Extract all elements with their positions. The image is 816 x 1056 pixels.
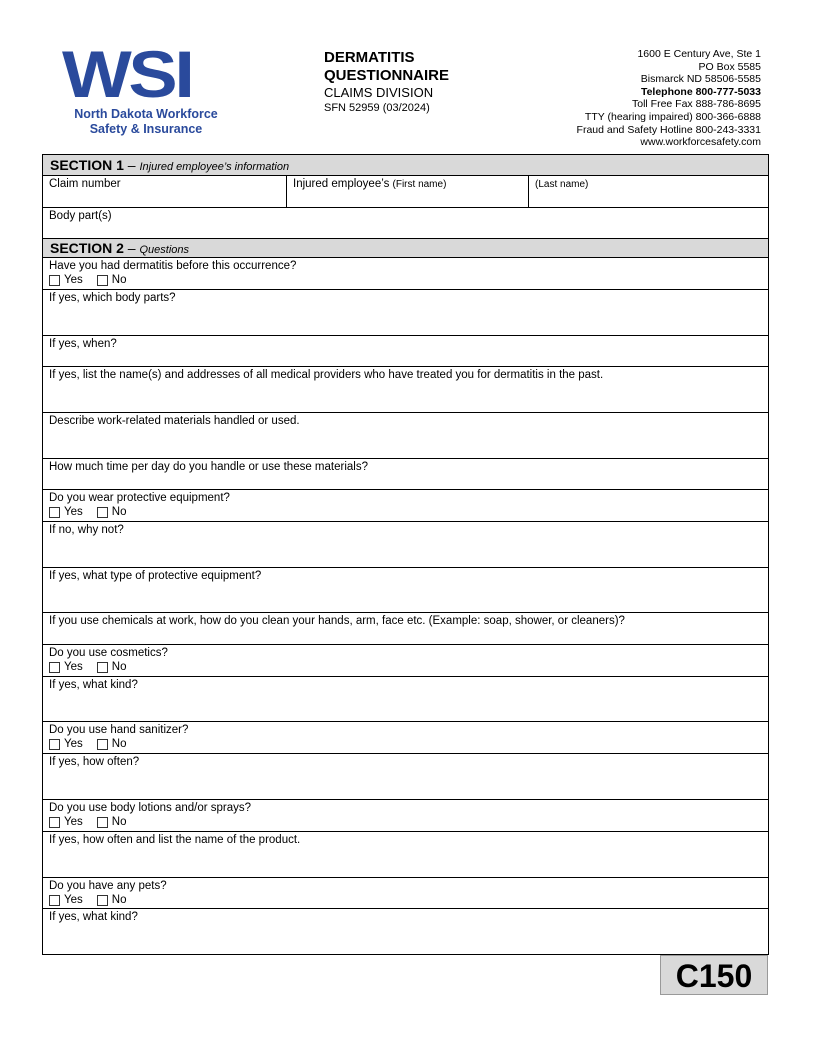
checkbox-icon[interactable] [97, 895, 108, 906]
question-protective-equipment: Do you wear protective equipment? Yes No [43, 490, 768, 522]
address-fraud-hotline: Fraud and Safety Hotline 800-243-3331 [576, 123, 761, 136]
checkbox-icon[interactable] [49, 895, 60, 906]
first-name-field[interactable]: Injured employee’s (First name) [286, 176, 528, 207]
pets-no[interactable]: No [97, 893, 127, 907]
last-name-field[interactable]: (Last name) [528, 176, 768, 207]
address-street: 1600 E Century Ave, Ste 1 [637, 48, 761, 60]
cosmetics-kind-field[interactable]: If yes, what kind? [43, 677, 768, 722]
protective-equipment-yes[interactable]: Yes [49, 505, 83, 519]
checkbox-icon[interactable] [97, 662, 108, 673]
prior-dermatitis-no[interactable]: No [97, 273, 127, 287]
checkbox-icon[interactable] [49, 275, 60, 286]
logo-text: WSI [62, 37, 192, 111]
form-code-badge: C150 [660, 955, 768, 995]
checkbox-icon[interactable] [97, 507, 108, 518]
question-hand-sanitizer: Do you use hand sanitizer? Yes No [43, 722, 768, 754]
chemical-cleaning-field[interactable]: If you use chemicals at work, how do you clean your hands, arm, face etc. (Example: soap, shower, or cleaners)? [43, 613, 768, 645]
protective-equipment-no[interactable]: No [97, 505, 127, 519]
section2-header: SECTION 2 – Questions [43, 239, 768, 258]
pets-kind-field[interactable]: If yes, what kind? [49, 911, 138, 923]
question-cosmetics: Do you use cosmetics? Yes No [43, 645, 768, 677]
address-city: Bismarck ND 58506-5585 [640, 73, 761, 86]
no-protection-reason-field[interactable]: If no, why not? [43, 522, 768, 568]
cosmetics-no[interactable]: No [97, 660, 127, 674]
claim-number-field[interactable]: Claim number [49, 178, 121, 190]
sanitizer-frequency-field[interactable]: If yes, how often? [43, 754, 768, 800]
checkbox-icon[interactable] [97, 275, 108, 286]
prior-providers-field[interactable]: If yes, list the name(s) and addresses of all medical providers who have treated you for dermatitis in the past. [43, 367, 768, 413]
address-tty: TTY (hearing impaired) 800-366-6888 [584, 110, 761, 123]
prior-body-parts-field[interactable]: If yes, which body parts? [43, 290, 768, 336]
question-pets: Do you have any pets? Yes No [43, 878, 768, 909]
checkbox-icon[interactable] [97, 739, 108, 750]
address-fax: Toll Free Fax 888-786-8695 [632, 98, 761, 111]
contact-address-block [577, 48, 761, 149]
form-title-line2: QUESTIONNAIRE [324, 67, 450, 84]
checkbox-icon[interactable] [49, 662, 60, 673]
question-body-lotions: Do you use body lotions and/or sprays? Yes No [43, 800, 768, 832]
form-title-line1: DERMATITIS [324, 49, 415, 66]
section1-name-row [43, 176, 768, 208]
checkbox-icon[interactable] [49, 507, 60, 518]
checkbox-icon[interactable] [49, 817, 60, 828]
pets-yes[interactable]: Yes [49, 893, 83, 907]
body-parts-field[interactable]: Body part(s) [43, 208, 768, 239]
form-number: SFN 52959 (03/2024) [324, 102, 430, 114]
prior-when-field[interactable]: If yes, when? [43, 336, 768, 367]
logo-subtitle: North Dakota Workforce Safety & Insurance [74, 107, 218, 136]
section1-header: SECTION 1 – Injured employee’s information [43, 155, 768, 176]
form-title-block [324, 49, 449, 115]
address-website[interactable]: www.workforcesafety.com [640, 136, 761, 149]
hand-sanitizer-yes[interactable]: Yes [49, 737, 83, 751]
question-prior-dermatitis: Have you had dermatitis before this occurrence? Yes No [43, 258, 768, 290]
checkbox-icon[interactable] [97, 817, 108, 828]
address-telephone: Telephone 800-777-5033 [640, 85, 761, 98]
checkbox-icon[interactable] [49, 739, 60, 750]
wsi-logo [62, 37, 230, 137]
prior-dermatitis-yes[interactable]: Yes [49, 273, 83, 287]
lotion-product-field[interactable]: If yes, how often and list the name of the product. [43, 832, 768, 878]
material-time-field[interactable]: How much time per day do you handle or use these materials? [43, 459, 768, 490]
hand-sanitizer-no[interactable]: No [97, 737, 127, 751]
questionnaire-form [42, 154, 769, 955]
protection-type-field[interactable]: If yes, what type of protective equipment? [43, 568, 768, 613]
work-materials-field[interactable]: Describe work-related materials handled or used. [43, 413, 768, 459]
division-label: CLAIMS DIVISION [324, 85, 434, 100]
body-lotions-no[interactable]: No [97, 815, 127, 829]
address-po-box: PO Box 5585 [698, 60, 761, 73]
cosmetics-yes[interactable]: Yes [49, 660, 83, 674]
body-lotions-yes[interactable]: Yes [49, 815, 83, 829]
